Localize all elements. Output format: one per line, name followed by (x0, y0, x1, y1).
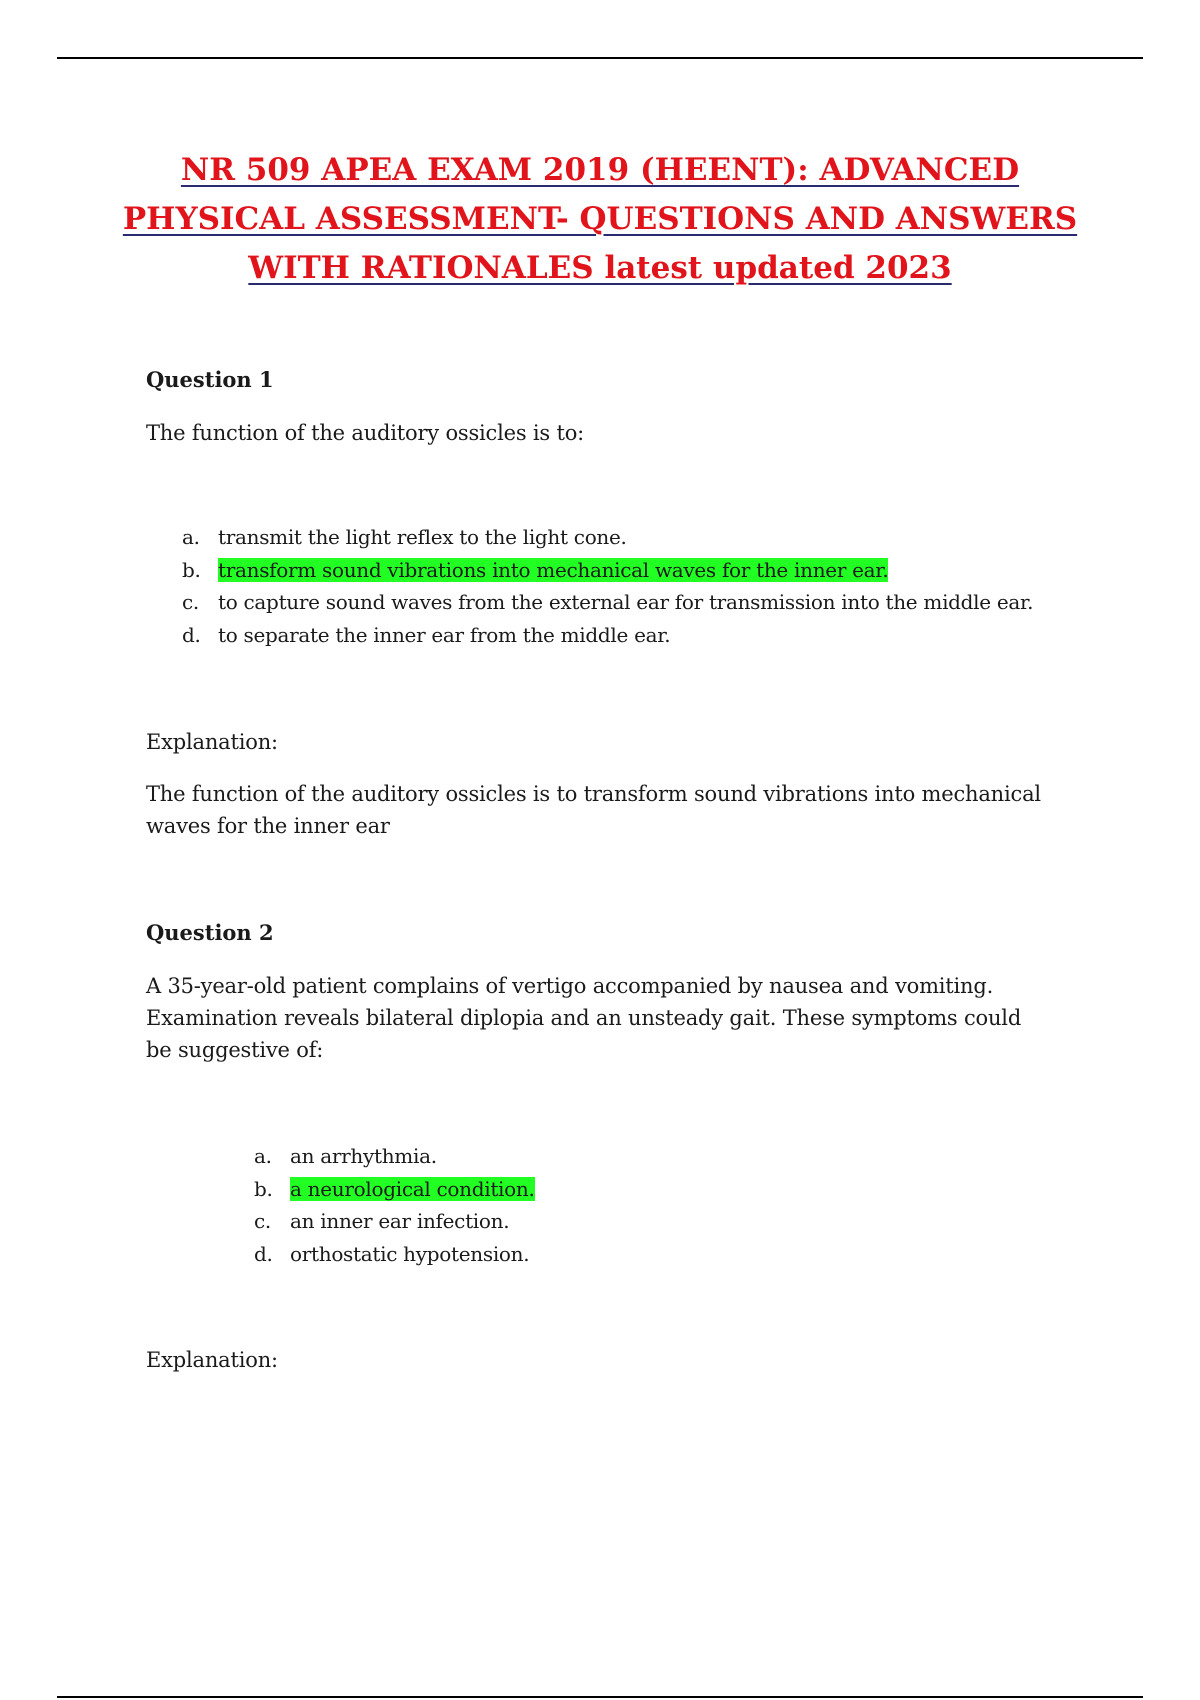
option-text-highlighted: a neurological condition. (290, 1176, 535, 1201)
question-1-explanation-label: Explanation: (146, 730, 278, 754)
option-letter: d. (254, 1241, 273, 1266)
option-text-highlighted: transform sound vibrations into mechanical waves for the inner ear. (218, 557, 889, 582)
option-item (182, 586, 1033, 619)
option-letter: d. (182, 622, 201, 647)
option-text: transmit the light reflex to the light cone. (218, 525, 627, 549)
option-letter: a. (182, 525, 200, 549)
option-text: to separate the inner ear from the middle ear. (218, 622, 671, 647)
footer-rule (57, 1696, 1143, 1698)
option-item (254, 1140, 535, 1173)
document-title (120, 146, 1080, 293)
option-letter: c. (254, 1209, 271, 1233)
question-1-explanation: The function of the auditory ossicles is to transform sound vibrations into mechanical waves for the inner ear (146, 782, 1041, 838)
option-item (254, 1205, 535, 1238)
option-letter: b. (182, 557, 201, 582)
question-1-heading: Question 1 (146, 367, 274, 392)
option-text: to capture sound waves from the external ear for transmission into the middle ear. (218, 590, 1034, 614)
question-2-prompt: A 35-year-old patient complains of vertigo accompanied by nausea and vomiting. Examination reveals bilateral diplopia and an unsteady gait. These symptoms could be suggestive of: (146, 974, 1022, 1062)
option-item-correct (254, 1173, 535, 1206)
option-letter: a. (254, 1144, 272, 1168)
question-1-options (182, 521, 1033, 651)
question-1-prompt: The function of the auditory ossicles is to: (146, 421, 585, 445)
option-letter: b. (254, 1176, 273, 1201)
option-item (182, 521, 1033, 554)
question-2-options (254, 1140, 535, 1270)
question-2-heading: Question 2 (146, 920, 274, 945)
option-item (254, 1238, 535, 1271)
option-letter: c. (182, 590, 199, 614)
option-item-correct (182, 554, 1033, 587)
option-text: orthostatic hypotension. (290, 1241, 530, 1266)
option-text: an inner ear infection. (290, 1209, 510, 1233)
header-rule (57, 57, 1143, 59)
question-2-explanation-label: Explanation: (146, 1348, 278, 1372)
option-item (182, 619, 1033, 652)
title-line-2: PHYSICAL ASSESSMENT- QUESTIONS AND ANSWERS (122, 201, 1078, 237)
title-line-3: WITH RATIONALES latest updated 2023 (248, 250, 952, 286)
title-line-1: NR 509 APEA EXAM 2019 (HEENT): ADVANCED (180, 152, 1020, 188)
option-text: an arrhythmia. (290, 1144, 437, 1168)
